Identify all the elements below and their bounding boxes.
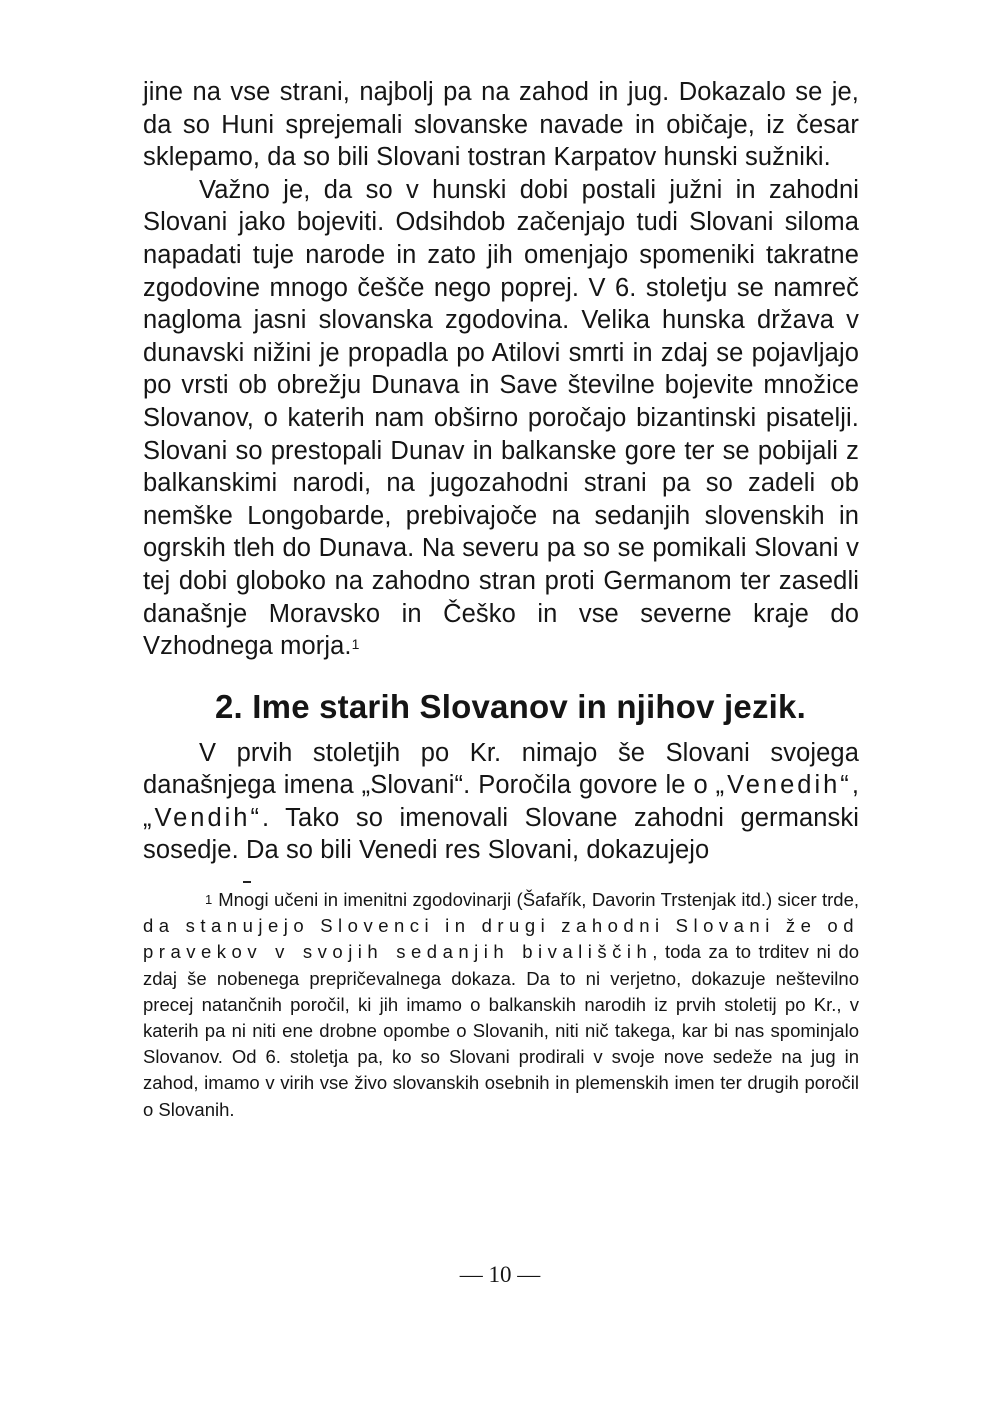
footnote-spaced-text: da stanujejo Slovenci in drugi zahodni Slovani že od pravekov v svojih sedanjih bivališčih <box>143 915 859 963</box>
footnote-divider <box>243 881 251 883</box>
footnote <box>143 887 859 1123</box>
footnote-text-b: , toda za to trditev ni do zdaj še nobenega prepričevalnega dokaza. Da to ni verjetno, dokazuje neštevilno precej natančnih poročil, ki jih imamo o balkanskih narodih iz prvih stoletij po Kr., v katerih pa ni niti ene drobne opombe o Slovanih, niti nič takega, kar bi nas spominjalo Slovanov. Od 6. stoletja pa, ko so Slovani prodirali v svoje nove sedeže na jug in zahod, imamo v virih vse živo slovanskih osebnih in plemenskih imen ter drugih poročil o Slovanih. <box>143 941 859 1120</box>
paragraph-3-spaced-venedih: „Venedih“ <box>715 771 852 800</box>
paragraph-2 <box>143 174 859 663</box>
section-heading: 2. Ime starih Slovanov in njihov jezik. <box>215 687 806 725</box>
footnote-reference-mark: 1 <box>351 636 360 653</box>
paragraph-1 <box>143 76 859 174</box>
paragraph-3-text-a: V prvih stoletjih po Kr. nimajo še Slovani svojega današnjega imena „Slovani“. Poročila govore le o <box>143 738 859 800</box>
paragraph-3-spaced-vendih: „Vendih“ <box>143 803 262 832</box>
page-body <box>143 76 859 1123</box>
footnote-mark: 1 <box>205 892 213 908</box>
page-number: — 10 — <box>459 1262 541 1287</box>
paragraph-3-text-c: . Tako so imenovali Slovane zahodni germanski sosedje. Da so bili Venedi res Slovani, dokazujejo <box>143 803 859 865</box>
paragraph-3-text-b: , <box>851 771 859 800</box>
paragraph-3 <box>143 737 859 867</box>
paragraph-2-text: Važno je, da so v hunski dobi postali južni in zahodni Slovani jako bojeviti. Odsihdob začenjajo tudi Slovani siloma napadati tuje narode in zato jih omenjajo spomeniki takratne zgodovine mnogo češče nego poprej. V 6. stoletju se namreč nagloma jasni slovanska zgodovina. Velika hunska država v dunavski nižini je propadla po Atilovi smrti in zdaj se pojavljajo po vrsti ob obrežju Dunava in Save številne bojevite množice Slovanov, o katerih nam obširno poročajo bizantinski pisatelji. Slovani so prestopali Dunav in balkanske gore ter se pobijali z balkanskimi narodi, na jugozahodni strani pa so zadeli ob nemške Longobarde, prebivajoče na sedanjih slovenskih in ogrskih tleh do Dunava. Na severu pa so se pomikali Slovani v tej dobi globoko na zahodno stran proti Germanom ter zasedli današnje Moravsko in Češko in vse severne kraje do Vzhodnega morja. <box>143 175 859 661</box>
footnote-text-a: Mnogi učeni in imenitni zgodovinarji (Šafařík, Davorin Trstenjak itd.) sicer trde, <box>218 889 859 911</box>
paragraph-1-text: jine na vse strani, najbolj pa na zahod in jug. Dokazalo se je, da so Huni sprejemali slovanske navade in običaje, iz česar sklepamo, da so bili Slovani tostran Karpatov hunski sužniki. <box>143 78 859 172</box>
